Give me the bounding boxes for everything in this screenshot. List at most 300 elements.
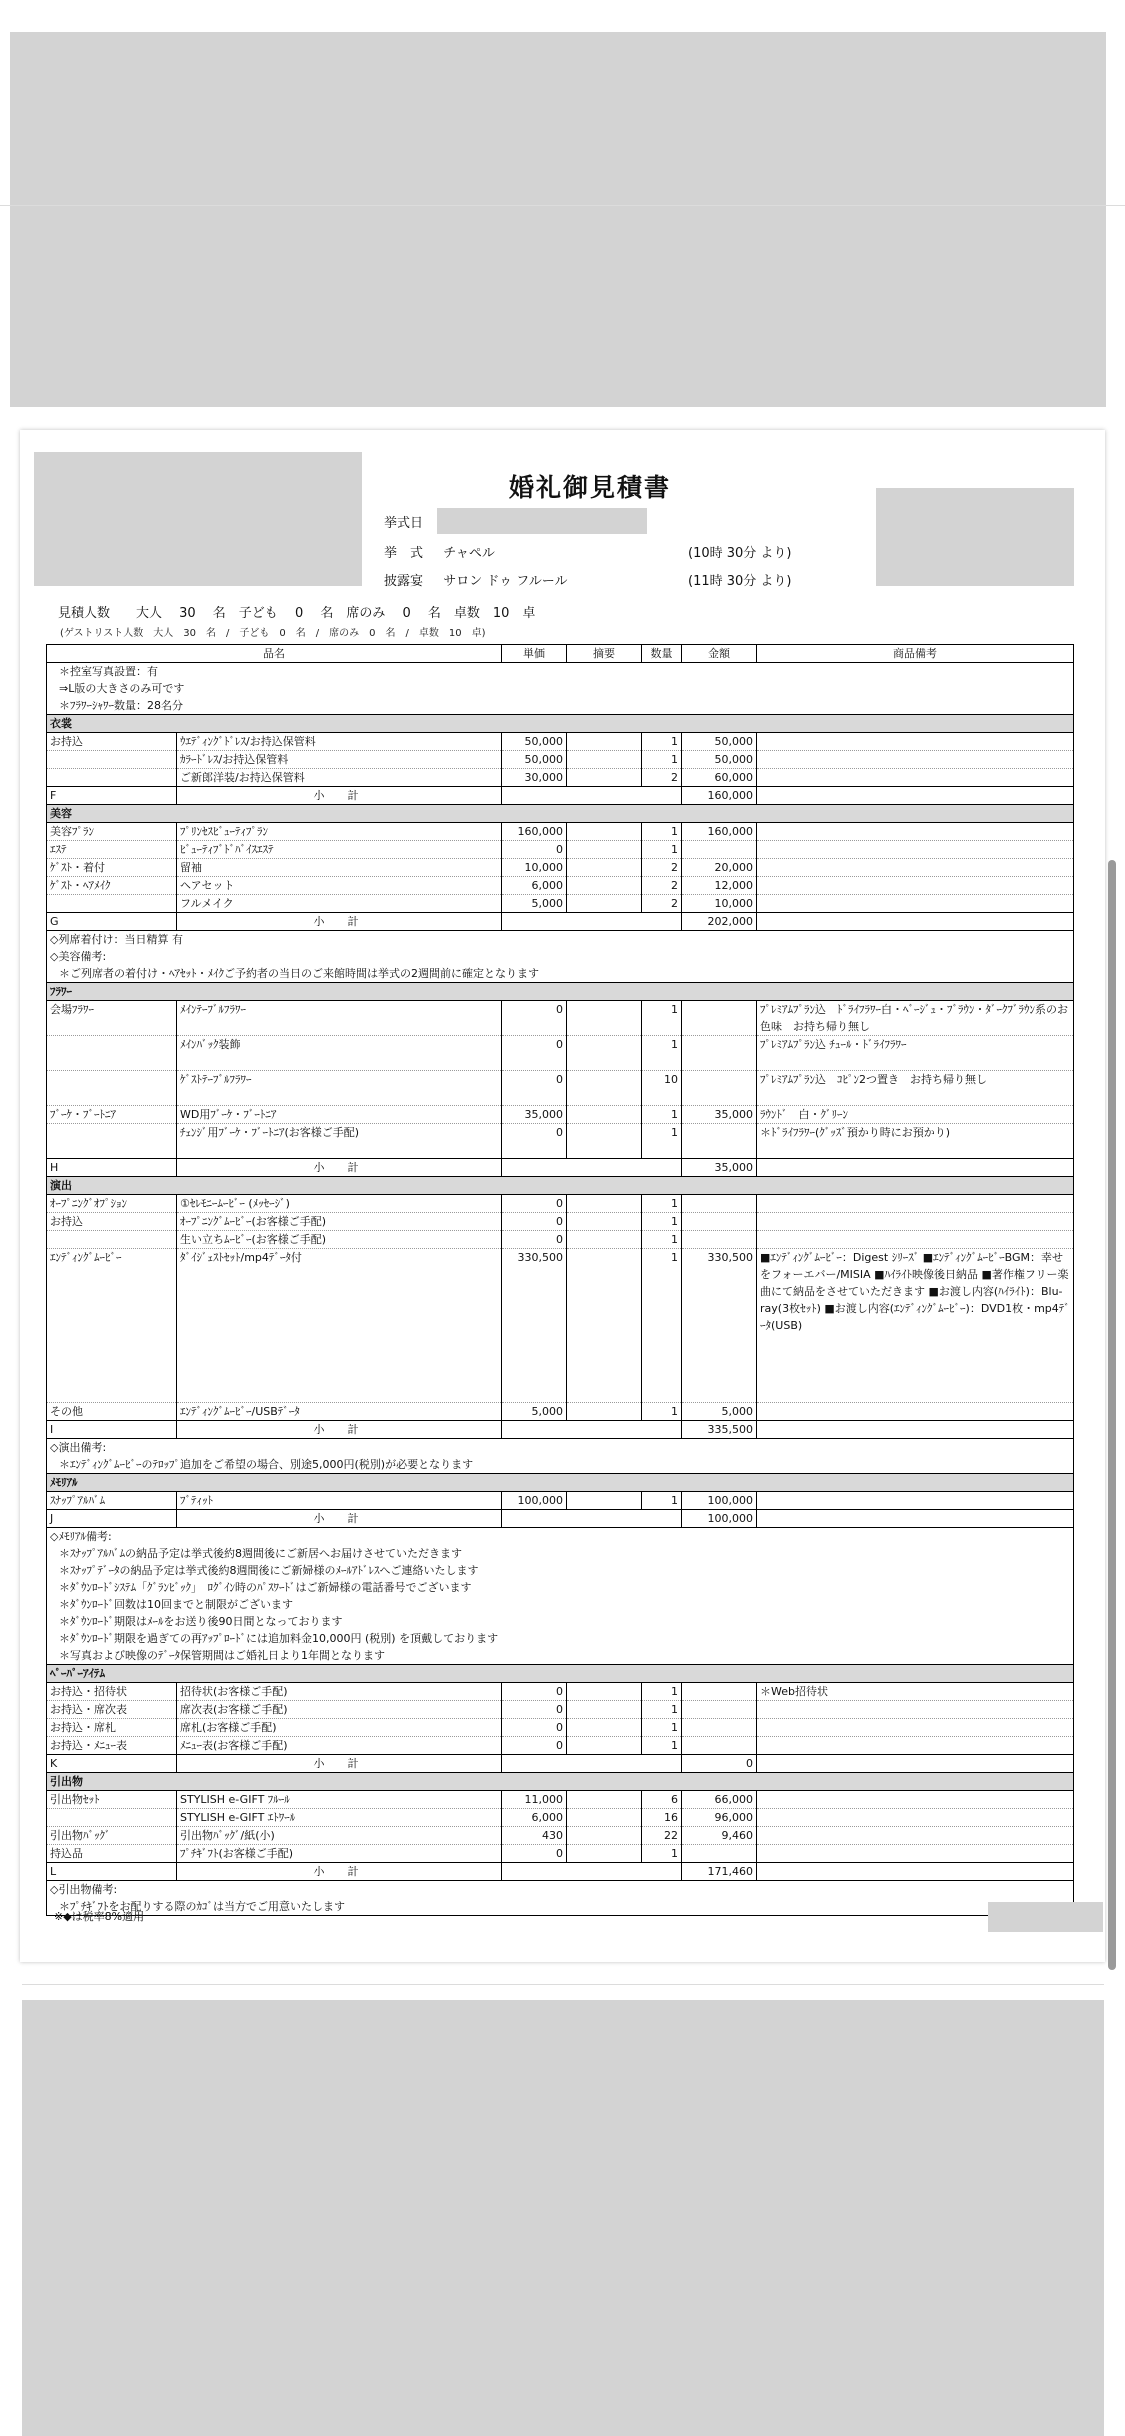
row-category (47, 1036, 177, 1071)
row-quantity: 22 (642, 1827, 682, 1845)
subtotal-amount: 171,460 (682, 1863, 757, 1881)
subtotal-blank (502, 787, 682, 805)
row-quantity: 1 (642, 1124, 682, 1159)
page-separator (22, 1984, 1104, 1985)
section-header (47, 1773, 1074, 1791)
section-header (47, 715, 1074, 733)
row-category: ﾌﾞｰｹ・ﾌﾞｰﾄﾆｱ (47, 1106, 177, 1124)
row-summary (567, 1124, 642, 1159)
row-item: ｶﾗｰﾄﾞﾚｽ/お持込保管料 (177, 751, 502, 769)
row-remark (757, 733, 1074, 751)
estimate-sheet (20, 430, 1105, 1962)
subtotal-amount: 335,500 (682, 1421, 757, 1439)
row-unit-price: 0 (502, 1124, 567, 1159)
row-unit-price: 100,000 (502, 1492, 567, 1510)
subtotal-code: H (47, 1159, 177, 1177)
note-text: ＊ﾀﾞｳﾝﾛｰﾄﾞ期限を過ぎての再ｱｯﾌﾟﾛｰﾄﾞには追加料金10,000円 (税別) を頂戴しております (47, 1630, 1074, 1647)
subtotal-remark (757, 1421, 1074, 1439)
row-summary (567, 1701, 642, 1719)
note-row (47, 1898, 1074, 1916)
redacted-footer (988, 1902, 1103, 1932)
subtotal-code: F (47, 787, 177, 805)
row-unit-price: 0 (502, 1231, 567, 1249)
row-summary (567, 823, 642, 841)
row-remark (757, 1827, 1074, 1845)
subtotal-code: G (47, 913, 177, 931)
subtotal-blank (502, 1159, 682, 1177)
row-summary (567, 1737, 642, 1755)
row-amount: 50,000 (682, 733, 757, 751)
section-header (47, 1665, 1074, 1683)
row-remark (757, 1195, 1074, 1213)
row-amount: 66,000 (682, 1791, 757, 1809)
row-unit-price: 6,000 (502, 1809, 567, 1827)
subtotal-code: J (47, 1510, 177, 1528)
row-remark (757, 1791, 1074, 1809)
table-row (47, 859, 1074, 877)
row-quantity: 2 (642, 769, 682, 787)
row-summary (567, 1791, 642, 1809)
row-item: ヘアセット (177, 877, 502, 895)
row-category: お持込 (47, 1213, 177, 1231)
row-item: WD用ﾌﾞｰｹ・ﾌﾞｰﾄﾆｱ (177, 1106, 502, 1124)
ceremony-time: (10時 30分 より) (688, 546, 792, 561)
row-remark: ﾌﾟﾚﾐｱﾑﾌﾟﾗﾝ込 ｺﾋﾟﾝ2つ置き お持ち帰り無し (757, 1071, 1074, 1106)
row-remark (757, 1809, 1074, 1827)
row-remark (757, 1403, 1074, 1421)
row-remark: ＊ﾄﾞﾗｲﾌﾗﾜｰ(ｸﾞｯｽﾞ預かり時にお預かり) (757, 1124, 1074, 1159)
row-unit-price: 160,000 (502, 823, 567, 841)
reception-label: 披露宴 (384, 574, 424, 589)
note-row (47, 965, 1074, 983)
row-unit-price: 5,000 (502, 895, 567, 913)
row-amount: 50,000 (682, 751, 757, 769)
row-summary (567, 1809, 642, 1827)
row-unit-price: 30,000 (502, 769, 567, 787)
row-quantity: 1 (642, 1701, 682, 1719)
row-quantity: 1 (642, 1036, 682, 1071)
table-row (47, 1106, 1074, 1124)
row-quantity: 1 (642, 1231, 682, 1249)
note-text: ＊写真および映像のﾃﾞｰﾀ保管期間はご婚礼日より1年間となります (47, 1647, 1074, 1665)
row-remark (757, 841, 1074, 859)
row-amount: 330,500 (682, 1249, 757, 1403)
note-row (47, 1881, 1074, 1899)
row-unit-price: 5,000 (502, 1403, 567, 1421)
note-row (47, 1456, 1074, 1474)
row-category: お持込・席札 (47, 1719, 177, 1737)
bottom-redacted-area (22, 2000, 1104, 2436)
table-row (47, 841, 1074, 859)
row-remark: ﾌﾟﾚﾐｱﾑﾌﾟﾗﾝ込 ﾄﾞﾗｲﾌﾗﾜｰ白・ﾍﾞｰｼﾞｭ・ﾌﾞﾗｳﾝ・ﾀﾞｰｸﾌﾞﾗｳﾝ系のお色味 お持ち帰り無し (757, 1001, 1074, 1036)
note-row (47, 1613, 1074, 1630)
row-amount (682, 1001, 757, 1036)
table-row (47, 1719, 1074, 1737)
row-amount: 96,000 (682, 1809, 757, 1827)
row-summary (567, 1001, 642, 1036)
subtotal-label: 小 計 (177, 1755, 502, 1773)
subtotal-remark (757, 1863, 1074, 1881)
divider-line (0, 205, 1125, 206)
header-summary: 摘要 (567, 645, 642, 663)
row-item: ｳｴﾃﾞｨﾝｸﾞﾄﾞﾚｽ/お持込保管料 (177, 733, 502, 751)
row-category: ｹﾞｽﾄ・ﾍｱﾒｲｸ (47, 877, 177, 895)
row-item: ﾌﾟﾘﾝｾｽﾋﾞｭｰﾃｨﾌﾟﾗﾝ (177, 823, 502, 841)
table-row (47, 1249, 1074, 1403)
subtotal-row (47, 1159, 1074, 1177)
row-item: 生い立ちﾑｰﾋﾞｰ(お客様ご手配) (177, 1231, 502, 1249)
row-remark (757, 1737, 1074, 1755)
note-text: ＊ﾀﾞｳﾝﾛｰﾄﾞｼｽﾃﾑ「ｸﾞﾗﾝﾋﾞｯｸ」 ﾛｸﾞｲﾝ時のﾊﾟｽﾜｰﾄﾞはご新婦様の電話番号でございます (47, 1579, 1074, 1596)
row-unit-price: 330,500 (502, 1249, 567, 1403)
table-row (47, 1827, 1074, 1845)
subtotal-row (47, 1755, 1074, 1773)
row-quantity: 1 (642, 1683, 682, 1701)
table-row (47, 895, 1074, 913)
row-amount (682, 841, 757, 859)
header-amount: 金額 (682, 645, 757, 663)
scrollbar[interactable] (1108, 860, 1116, 1970)
table-row (47, 1071, 1074, 1106)
row-summary (567, 895, 642, 913)
row-amount: 35,000 (682, 1106, 757, 1124)
subtotal-code: I (47, 1421, 177, 1439)
row-item: ｵｰﾌﾟﾆﾝｸﾞﾑｰﾋﾞｰ(お客様ご手配) (177, 1213, 502, 1231)
row-summary (567, 1683, 642, 1701)
table-row (47, 1701, 1074, 1719)
note-text: ◇列席着付け：当日精算 有 (47, 931, 1074, 949)
note-text: ＊ｽﾅｯﾌﾟﾃﾞｰﾀの納品予定は挙式後約8週間後にご新婦様のﾒｰﾙｱﾄﾞﾚｽへご連絡いたします (47, 1562, 1074, 1579)
subtotal-label: 小 計 (177, 1421, 502, 1439)
row-unit-price: 35,000 (502, 1106, 567, 1124)
ceremony-date-row (384, 512, 423, 531)
row-summary (567, 1492, 642, 1510)
row-summary (567, 1719, 642, 1737)
subtotal-label: 小 計 (177, 1510, 502, 1528)
row-quantity: 1 (642, 1492, 682, 1510)
subtotal-label: 小 計 (177, 913, 502, 931)
row-item: ①ｾﾚﾓﾆｰﾑｰﾋﾞｰ (ﾒｯｾｰｼﾞ) (177, 1195, 502, 1213)
subtotal-row (47, 1863, 1074, 1881)
row-quantity: 2 (642, 877, 682, 895)
row-item: STYLISH e-GIFT ｴﾄﾜｰﾙ (177, 1809, 502, 1827)
note-row (47, 697, 1074, 715)
row-summary (567, 1845, 642, 1863)
note-row (47, 1528, 1074, 1546)
section-name: ﾌﾗﾜｰ (47, 983, 1074, 1001)
row-amount: 12,000 (682, 877, 757, 895)
ceremony-label: 挙 式 (384, 546, 424, 561)
row-category: お持込・席次表 (47, 1701, 177, 1719)
subtotal-blank (502, 1510, 682, 1528)
row-quantity: 6 (642, 1791, 682, 1809)
row-unit-price: 0 (502, 1719, 567, 1737)
row-quantity: 1 (642, 733, 682, 751)
row-category: ｹﾞｽﾄ・着付 (47, 859, 177, 877)
row-remark: ﾌﾟﾚﾐｱﾑﾌﾟﾗﾝ込 ﾁｭｰﾙ・ﾄﾞﾗｲﾌﾗﾜｰ (757, 1036, 1074, 1071)
row-unit-price: 0 (502, 1683, 567, 1701)
row-category (47, 751, 177, 769)
note-text: ＊控室写真設置：有 (47, 663, 1074, 681)
row-category: 引出物ﾊﾞｯｸﾞ (47, 1827, 177, 1845)
row-summary (567, 1213, 642, 1231)
row-remark: ＊Web招待状 (757, 1683, 1074, 1701)
note-row (47, 1439, 1074, 1457)
table-row (47, 1195, 1074, 1213)
row-amount (682, 1213, 757, 1231)
subtotal-amount: 100,000 (682, 1510, 757, 1528)
subtotal-amount: 160,000 (682, 787, 757, 805)
note-text: ＊ﾌﾟﾁｷﾞﾌﾄをお配りする際のｶｺﾞは当方でご用意いたします (47, 1898, 1074, 1916)
note-text: ＊ﾀﾞｳﾝﾛｰﾄﾞ回数は10回までと制限がございます (47, 1596, 1074, 1613)
row-summary (567, 1249, 642, 1403)
row-summary (567, 859, 642, 877)
row-summary (567, 1106, 642, 1124)
row-item: 留袖 (177, 859, 502, 877)
section-name: 引出物 (47, 1773, 1074, 1791)
row-item: 席次表(お客様ご手配) (177, 1701, 502, 1719)
document-title: 婚礼御見積書 (508, 473, 671, 502)
section-name: 美容 (47, 805, 1074, 823)
note-text: ◇演出備考: (47, 1439, 1074, 1457)
row-remark (757, 1231, 1074, 1249)
note-text: ⇒L版の大きさのみ可です (47, 680, 1074, 697)
table-row (47, 1492, 1074, 1510)
row-remark (757, 895, 1074, 913)
redacted-logo (34, 452, 362, 586)
section-name: ﾒﾓﾘｱﾙ (47, 1474, 1074, 1492)
ceremony-row (384, 542, 495, 561)
row-quantity: 10 (642, 1071, 682, 1106)
row-remark (757, 1213, 1074, 1231)
row-item: ﾋﾞｭｰﾃｨﾌﾞﾄﾞﾊﾞｲｽｴｽﾃ (177, 841, 502, 859)
ceremony-venue: チャペル (443, 546, 495, 561)
row-unit-price: 11,000 (502, 1791, 567, 1809)
row-amount: 20,000 (682, 859, 757, 877)
subtotal-label: 小 計 (177, 1159, 502, 1177)
row-item: 引出物ﾊﾞｯｸﾞ/紙(小) (177, 1827, 502, 1845)
row-category: ｴﾝﾃﾞｨﾝｸﾞﾑｰﾋﾞｰ (47, 1249, 177, 1403)
row-unit-price: 0 (502, 1195, 567, 1213)
table-row (47, 1213, 1074, 1231)
section-name: 演出 (47, 1177, 1074, 1195)
row-quantity: 1 (642, 1213, 682, 1231)
row-item: フルメイク (177, 895, 502, 913)
tax-footnote: ※◆は税率8%適用 (54, 1910, 145, 1923)
note-row (47, 1545, 1074, 1562)
note-text: ＊ﾀﾞｳﾝﾛｰﾄﾞ期限はﾒｰﾙをお送り後90日間となっております (47, 1613, 1074, 1630)
subtotal-blank (502, 1863, 682, 1881)
row-unit-price: 6,000 (502, 877, 567, 895)
table-row (47, 877, 1074, 895)
row-amount (682, 1124, 757, 1159)
row-unit-price: 0 (502, 841, 567, 859)
top-redacted-area (10, 32, 1106, 407)
guest-list-counts: (ゲストリスト人数 大人 30 名 / 子ども 0 名 / 席のみ 0 名 / 卓数 10 卓) (60, 628, 486, 639)
subtotal-remark (757, 1755, 1074, 1773)
row-amount: 160,000 (682, 823, 757, 841)
table-row (47, 1036, 1074, 1071)
table-row (47, 1845, 1074, 1863)
note-text: ◇ﾒﾓﾘｱﾙ備考: (47, 1528, 1074, 1546)
estimate-table-body (47, 663, 1074, 1916)
row-remark (757, 1845, 1074, 1863)
row-quantity: 2 (642, 859, 682, 877)
reception-time: (11時 30分 より) (688, 574, 792, 589)
row-summary (567, 1195, 642, 1213)
row-summary (567, 1231, 642, 1249)
subtotal-blank (502, 1421, 682, 1439)
subtotal-code: L (47, 1863, 177, 1881)
guest-counts: 見積人数 大人 30 名 子ども 0 名 席のみ 0 名 卓数 10 卓 (58, 606, 536, 621)
row-amount: 9,460 (682, 1827, 757, 1845)
row-item: ﾒﾆｭｰ表(お客様ご手配) (177, 1737, 502, 1755)
row-summary (567, 1827, 642, 1845)
subtotal-amount: 0 (682, 1755, 757, 1773)
table-row (47, 769, 1074, 787)
header-item-name: 品名 (47, 645, 502, 663)
subtotal-remark (757, 913, 1074, 931)
row-amount (682, 1195, 757, 1213)
row-summary (567, 841, 642, 859)
table-row (47, 1124, 1074, 1159)
section-header (47, 983, 1074, 1001)
table-row (47, 1231, 1074, 1249)
row-unit-price: 0 (502, 1845, 567, 1863)
row-amount (682, 1845, 757, 1863)
section-header (47, 1474, 1074, 1492)
row-unit-price: 0 (502, 1737, 567, 1755)
row-amount (682, 1719, 757, 1737)
row-item: ﾀﾞｲｼﾞｪｽﾄｾｯﾄ/mp4ﾃﾞｰﾀ付 (177, 1249, 502, 1403)
note-row (47, 1579, 1074, 1596)
row-unit-price: 430 (502, 1827, 567, 1845)
row-quantity: 1 (642, 1195, 682, 1213)
row-quantity: 1 (642, 1403, 682, 1421)
row-category (47, 895, 177, 913)
row-item: ﾁｪﾝｼﾞ用ﾌﾞｰｹ・ﾌﾞｰﾄﾆｱ(お客様ご手配) (177, 1124, 502, 1159)
row-amount: 5,000 (682, 1403, 757, 1421)
row-category (47, 1124, 177, 1159)
note-text: ◇美容備考: (47, 948, 1074, 965)
table-row (47, 1737, 1074, 1755)
note-text: ＊ｴﾝﾃﾞｨﾝｸﾞﾑｰﾋﾞｰのﾃﾛｯﾌﾟ追加をご希望の場合、別途5,000円(税別)が必要となります (47, 1456, 1074, 1474)
row-unit-price: 0 (502, 1036, 567, 1071)
row-quantity: 2 (642, 895, 682, 913)
row-amount (682, 1701, 757, 1719)
row-remark (757, 769, 1074, 787)
row-category (47, 1071, 177, 1106)
row-item: 招待状(お客様ご手配) (177, 1683, 502, 1701)
subtotal-row (47, 1421, 1074, 1439)
row-summary (567, 769, 642, 787)
row-amount: 60,000 (682, 769, 757, 787)
subtotal-label: 小 計 (177, 1863, 502, 1881)
reception-venue: サロン ドゥ フルール (443, 574, 568, 589)
row-category: お持込・ﾒﾆｭｰ表 (47, 1737, 177, 1755)
row-unit-price: 0 (502, 1071, 567, 1106)
row-quantity: 1 (642, 841, 682, 859)
note-row (47, 1596, 1074, 1613)
row-quantity: 16 (642, 1809, 682, 1827)
subtotal-remark (757, 1510, 1074, 1528)
row-remark (757, 859, 1074, 877)
row-category: 引出物ｾｯﾄ (47, 1791, 177, 1809)
row-item: ご新郎洋装/お持込保管料 (177, 769, 502, 787)
row-summary (567, 733, 642, 751)
row-amount (682, 1737, 757, 1755)
note-row (47, 948, 1074, 965)
note-row (47, 931, 1074, 949)
row-quantity: 1 (642, 751, 682, 769)
row-category: ｽﾅｯﾌﾟｱﾙﾊﾞﾑ (47, 1492, 177, 1510)
note-text: ＊ご列席者の着付け・ﾍｱｾｯﾄ・ﾒｲｸご予約者の当日のご来館時間は挙式の2週間前に確定となります (47, 965, 1074, 983)
table-row (47, 733, 1074, 751)
row-quantity: 1 (642, 1845, 682, 1863)
row-remark (757, 751, 1074, 769)
section-header (47, 805, 1074, 823)
section-header (47, 1177, 1074, 1195)
row-quantity: 1 (642, 1249, 682, 1403)
row-category: 会場ﾌﾗﾜｰ (47, 1001, 177, 1036)
row-item: ﾒｲﾝﾊﾞｯｸ装飾 (177, 1036, 502, 1071)
row-item: ｹﾞｽﾄﾃｰﾌﾞﾙﾌﾗﾜｰ (177, 1071, 502, 1106)
row-summary (567, 1071, 642, 1106)
table-row (47, 1403, 1074, 1421)
redacted-ceremony-date (437, 508, 647, 534)
subtotal-row (47, 1510, 1074, 1528)
note-row (47, 1630, 1074, 1647)
row-category: ｵｰﾌﾟﾆﾝｸﾞｵﾌﾟｼｮﾝ (47, 1195, 177, 1213)
row-category: ｴｽﾃ (47, 841, 177, 859)
row-remark (757, 1492, 1074, 1510)
row-remark (757, 823, 1074, 841)
row-unit-price: 0 (502, 1701, 567, 1719)
row-remark (757, 877, 1074, 895)
redacted-stamp (876, 488, 1074, 586)
row-unit-price: 0 (502, 1001, 567, 1036)
note-text: ＊ﾌﾗﾜｰｼｬﾜｰ数量：28名分 (47, 697, 1074, 715)
row-category (47, 769, 177, 787)
subtotal-amount: 202,000 (682, 913, 757, 931)
table-row (47, 1809, 1074, 1827)
table-row (47, 1683, 1074, 1701)
row-item: ﾌﾟﾁｷﾞﾌﾄ(お客様ご手配) (177, 1845, 502, 1863)
row-remark (757, 1701, 1074, 1719)
row-summary (567, 751, 642, 769)
subtotal-row (47, 787, 1074, 805)
row-unit-price: 50,000 (502, 751, 567, 769)
row-unit-price: 50,000 (502, 733, 567, 751)
row-category: 美容ﾌﾟﾗﾝ (47, 823, 177, 841)
note-row (47, 663, 1074, 681)
row-category: お持込 (47, 733, 177, 751)
note-row (47, 1647, 1074, 1665)
row-category (47, 1809, 177, 1827)
row-category: その他 (47, 1403, 177, 1421)
header-quantity: 数量 (642, 645, 682, 663)
table-row (47, 751, 1074, 769)
subtotal-code: K (47, 1755, 177, 1773)
subtotal-remark (757, 787, 1074, 805)
table-row (47, 823, 1074, 841)
subtotal-blank (502, 913, 682, 931)
row-quantity: 1 (642, 1719, 682, 1737)
note-text: ＊ｽﾅｯﾌﾟｱﾙﾊﾞﾑの納品予定は挙式後約8週間後にご新居へお届けさせていただきます (47, 1545, 1074, 1562)
subtotal-remark (757, 1159, 1074, 1177)
row-summary (567, 1036, 642, 1071)
row-amount: 100,000 (682, 1492, 757, 1510)
